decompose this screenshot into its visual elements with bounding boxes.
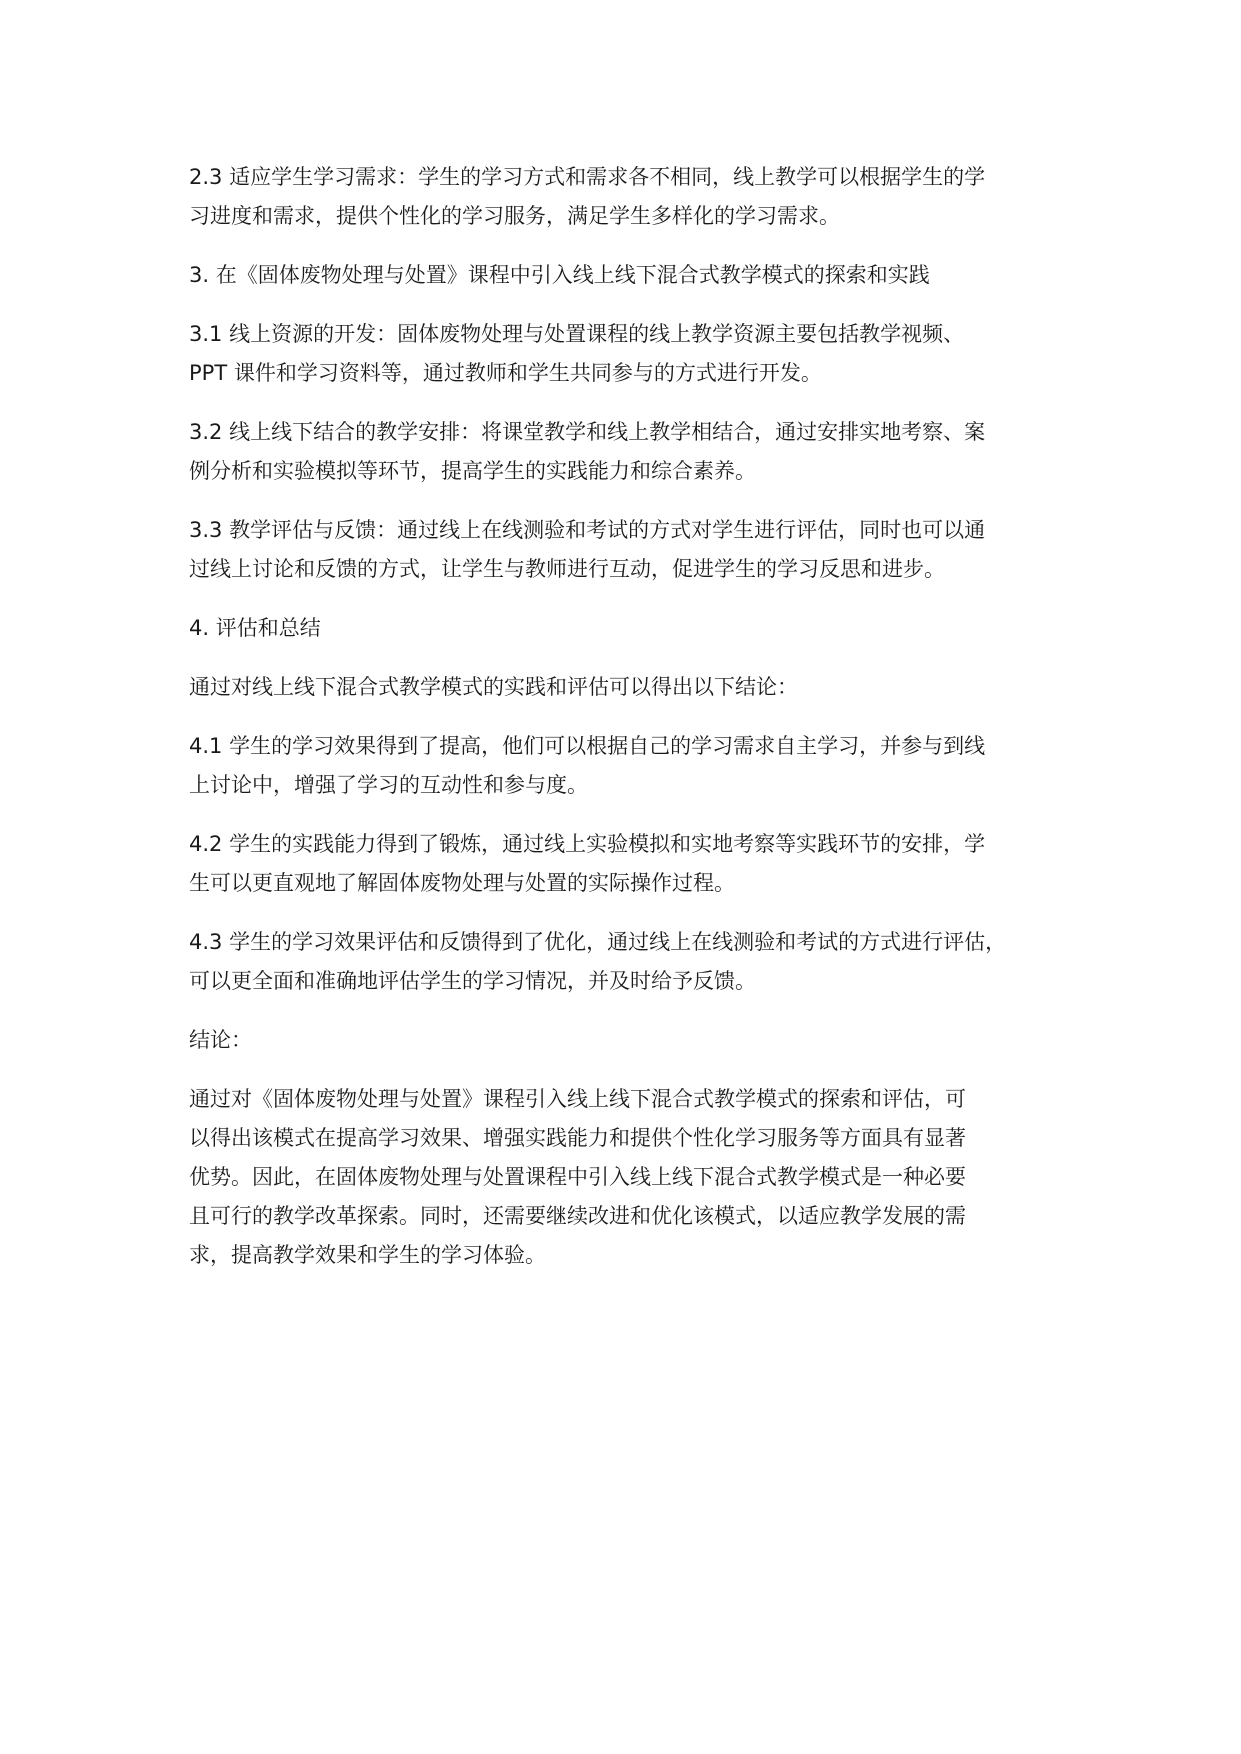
paragraph-4-1	[189, 727, 1079, 805]
section-heading-4	[189, 609, 1079, 648]
text-line: 2.3 适应学生学习需求：学生的学习方式和需求各不相同，线上教学可以根据学生的学	[189, 165, 986, 189]
text-line: 过线上讨论和反馈的方式，让学生与教师进行互动，促进学生的学习反思和进步。	[189, 557, 945, 581]
document-page	[189, 158, 1079, 1295]
text-line: 生可以更直观地了解固体废物处理与处置的实际操作过程。	[189, 871, 735, 895]
text-line: 4.3 学生的学习效果评估和反馈得到了优化，通过线上在线测验和考试的方式进行评估，	[189, 930, 1007, 954]
conclusion-body	[189, 1080, 1079, 1275]
text-line: 3.3 教学评估与反馈：通过线上在线测验和考试的方式对学生进行评估，同时也可以通	[189, 518, 986, 542]
text-line: 3. 在《固体废物处理与处置》课程中引入线上线下混合式教学模式的探索和实践	[189, 263, 930, 287]
section-heading-3	[189, 256, 1079, 295]
text-line: 上讨论中，增强了学习的互动性和参与度。	[189, 773, 588, 797]
paragraph-2-3	[189, 158, 1079, 236]
paragraph-4-2	[189, 825, 1079, 903]
text-line: 通过对线上线下混合式教学模式的实践和评估可以得出以下结论：	[189, 675, 798, 699]
text-line: 通过对《固体废物处理与处置》课程引入线上线下混合式教学模式的探索和评估，可	[189, 1087, 966, 1111]
paragraph-4-intro	[189, 668, 1079, 707]
text-line: 4.2 学生的实践能力得到了锻炼，通过线上实验模拟和实地考察等实践环节的安排，学	[189, 832, 986, 856]
text-line: 3.2 线上线下结合的教学安排：将课堂教学和线上教学相结合，通过安排实地考察、案	[189, 420, 986, 444]
text-line: 4. 评估和总结	[189, 616, 321, 640]
text-line: 例分析和实验模拟等环节，提高学生的实践能力和综合素养。	[189, 459, 756, 483]
text-line: 结论：	[189, 1028, 252, 1052]
text-line: 可以更全面和准确地评估学生的学习情况，并及时给予反馈。	[189, 969, 756, 993]
text-line: 优势。因此，在固体废物处理与处置课程中引入线上线下混合式教学模式是一种必要	[189, 1165, 966, 1189]
text-line: 习进度和需求，提供个性化的学习服务，满足学生多样化的学习需求。	[189, 204, 840, 228]
text-line: 3.1 线上资源的开发：固体废物处理与处置课程的线上教学资源主要包括教学视频、	[189, 322, 965, 346]
text-line: 4.1 学生的学习效果得到了提高，他们可以根据自己的学习需求自主学习，并参与到线	[189, 734, 986, 758]
paragraph-4-3	[189, 923, 1079, 1001]
text-line: 求，提高教学效果和学生的学习体验。	[189, 1243, 546, 1267]
paragraph-3-1	[189, 315, 1079, 393]
text-line: 以得出该模式在提高学习效果、增强实践能力和提供个性化学习服务等方面具有显著	[189, 1126, 966, 1150]
paragraph-3-2	[189, 413, 1079, 491]
paragraph-3-3	[189, 511, 1079, 589]
conclusion-heading	[189, 1021, 1079, 1060]
text-line: PPT 课件和学习资料等，通过教师和学生共同参与的方式进行开发。	[189, 361, 822, 385]
text-line: 且可行的教学改革探索。同时，还需要继续改进和优化该模式，以适应教学发展的需	[189, 1204, 966, 1228]
